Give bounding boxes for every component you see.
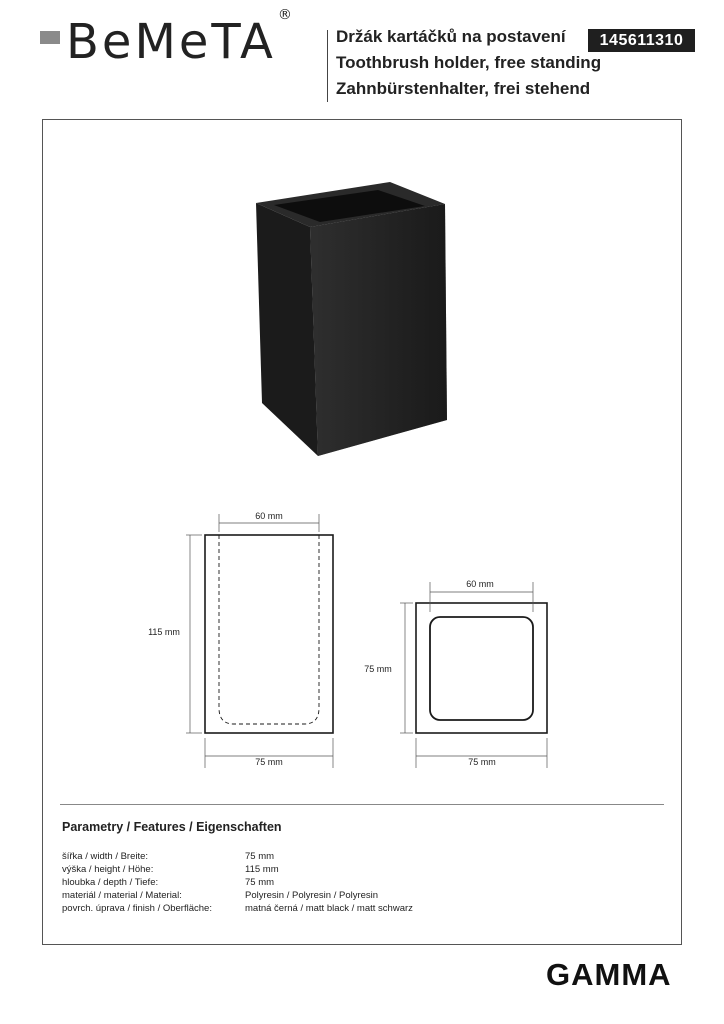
top-view — [416, 603, 547, 733]
front-inner-width-label: 60 mm — [255, 511, 283, 521]
top-width-label: 75 mm — [468, 757, 496, 767]
product-name-cz: Držák kartáčků na postavení — [336, 27, 566, 46]
param-label: výška / height / Höhe: — [62, 864, 154, 875]
top-depth-label: 75 mm — [364, 664, 392, 674]
param-row — [62, 877, 275, 888]
top-inner-width-label: 60 mm — [466, 579, 494, 589]
param-value: 115 mm — [245, 864, 279, 875]
front-dimension-lines — [186, 514, 333, 768]
param-row — [62, 864, 279, 875]
param-label: hloubka / depth / Tiefe: — [62, 877, 159, 888]
product-name-en: Toothbrush holder, free standing — [336, 53, 602, 72]
top-dimension-lines — [400, 582, 547, 768]
param-row — [62, 851, 275, 862]
param-value: matná černá / matt black / matt schwarz — [245, 903, 413, 914]
parameters-title: Parametry / Features / Eigenschaften — [62, 820, 282, 834]
brand-logo: BeMeTA ® — [66, 7, 292, 70]
series-name: GAMMA — [546, 957, 672, 992]
param-value: 75 mm — [245, 877, 275, 888]
section-divider — [60, 804, 664, 805]
param-value: 75 mm — [245, 851, 275, 862]
front-height-label: 115 mm — [148, 627, 180, 637]
front-view — [205, 535, 333, 733]
front-width-label: 75 mm — [255, 757, 283, 767]
param-label: šířka / width / Breite: — [62, 851, 149, 862]
param-label: povrch. úprava / finish / Oberfläche: — [62, 903, 212, 914]
param-label: materiál / material / Material: — [62, 890, 182, 901]
product-code: 145611310 — [588, 29, 695, 52]
product-render — [256, 182, 447, 456]
param-row — [62, 890, 379, 901]
product-name-de: Zahnbürstenhalter, frei stehend — [336, 79, 591, 98]
param-value: Polyresin / Polyresin / Polyresin — [245, 890, 379, 901]
param-row — [62, 903, 413, 914]
